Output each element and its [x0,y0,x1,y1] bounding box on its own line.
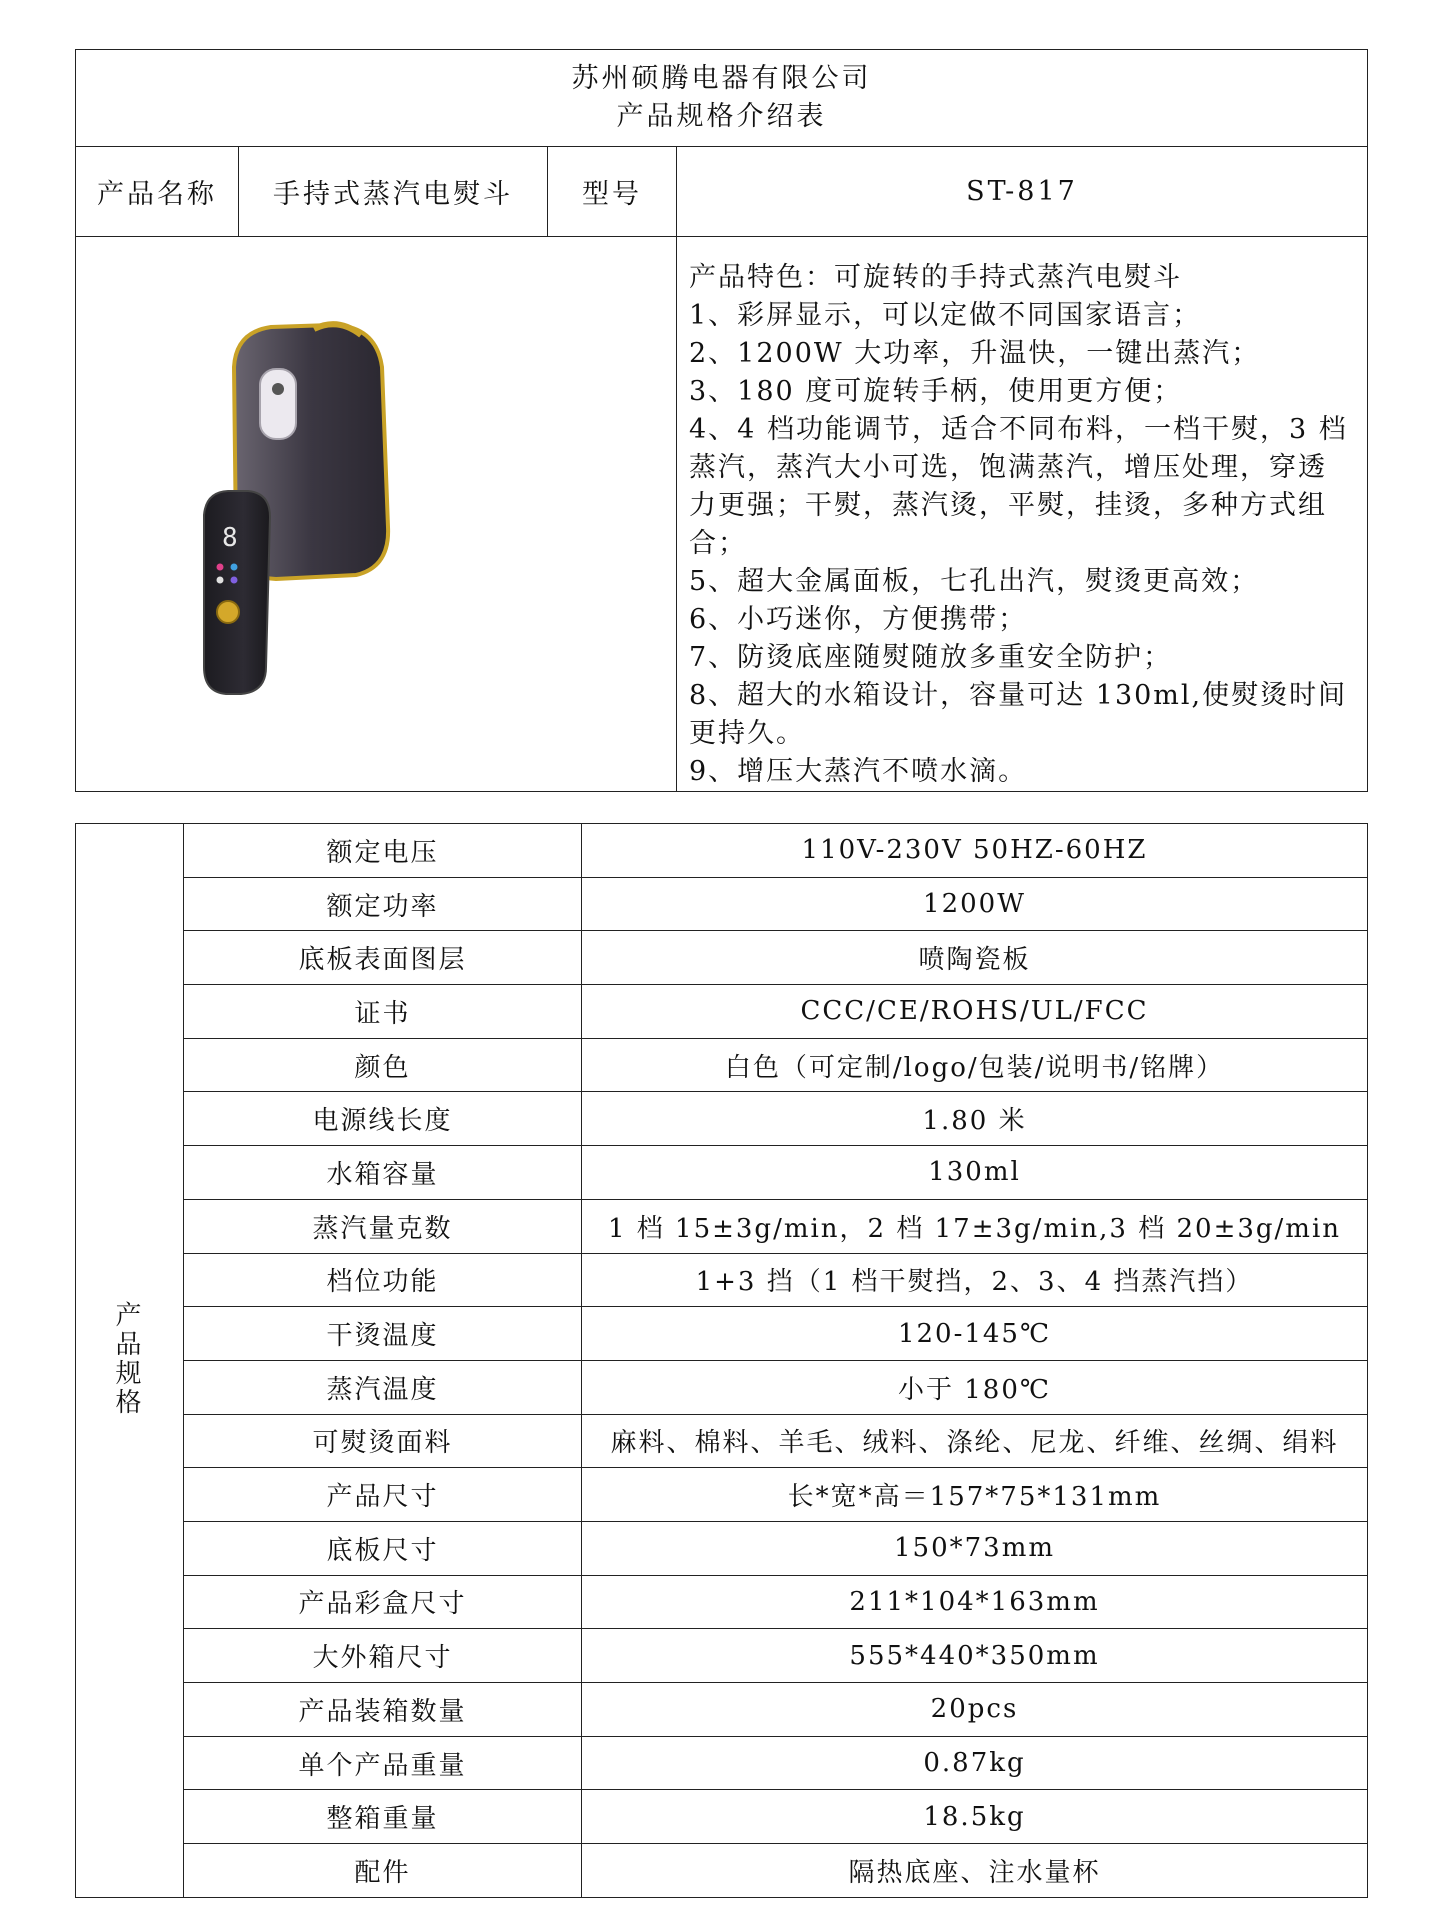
table-row [76,1038,1368,1092]
feature-item: 4、4 档功能调节，适合不同布料，一档干熨，3 档蒸汽，蒸汽大小可选，饱满蒸汽，增压处理，穿透力更强；干熨，蒸汽烫，平熨，挂烫，多种方式组合； [689,414,1348,559]
button-icon [217,577,224,584]
model-label: 型号 [548,147,677,237]
spec-value: 120-145℃ [582,1307,1368,1361]
button-icon [231,564,238,571]
spec-label: 产品彩盒尺寸 [184,1575,582,1629]
feature-item: 3、180 度可旋转手柄，使用更方便； [689,376,1183,407]
spec-label: 产品尺寸 [184,1468,582,1522]
spec-value: 555*440*350mm [582,1629,1368,1683]
power-button-icon [217,601,239,623]
model-value: ST-817 [677,147,1368,237]
feature-item: 1、彩屏显示，可以定做不同国家语言； [689,300,1202,331]
spec-label: 配件 [184,1844,582,1898]
spec-value: 隔热底座、注水量杯 [582,1844,1368,1898]
document-title: 产品规格介绍表 [616,101,827,132]
feature-item: 9、增压大蒸汽不喷水滴。 [689,756,1028,787]
display-digit: 8 [222,523,238,553]
spec-label: 额定电压 [184,824,582,878]
table-row [76,1146,1368,1200]
table-row [76,1683,1368,1737]
spec-value: 长*宽*高＝157*75*131mm [582,1468,1368,1522]
button-icon [217,564,224,571]
spec-label: 产品装箱数量 [184,1683,582,1737]
spec-label: 额定功率 [184,877,582,931]
product-name-label: 产品名称 [76,147,239,237]
spec-label: 电源线长度 [184,1092,582,1146]
spec-value: 1 档 15±3g/min，2 档 17±3g/min,3 档 20±3g/min [582,1199,1368,1253]
table-row [76,931,1368,985]
table-row [76,1199,1368,1253]
table-row [76,1092,1368,1146]
spec-label: 底板表面图层 [184,931,582,985]
table-row [76,1844,1368,1898]
spec-table [75,823,1368,1898]
document-header [76,50,1368,147]
spec-label: 底板尺寸 [184,1521,582,1575]
spec-value: 1+3 挡（1 档干熨挡，2、3、4 挡蒸汽挡） [582,1253,1368,1307]
spec-label: 大外箱尺寸 [184,1629,582,1683]
feature-item: 7、防烫底座随熨随放多重安全防护； [689,642,1173,673]
rear-display [260,369,296,439]
spec-value: 0.87kg [582,1736,1368,1790]
spec-value: 18.5kg [582,1790,1368,1844]
table-row [76,985,1368,1039]
table-row [76,877,1368,931]
table-row [76,1307,1368,1361]
feature-item: 5、超大金属面板，七孔出汽，熨烫更高效； [689,566,1260,597]
spec-label: 整箱重量 [184,1790,582,1844]
spec-label: 档位功能 [184,1253,582,1307]
feature-item: 2、1200W 大功率，升温快，一键出蒸汽； [689,338,1261,369]
spec-label: 水箱容量 [184,1146,582,1200]
spec-label: 蒸汽温度 [184,1360,582,1414]
spec-value: 211*104*163mm [582,1575,1368,1629]
spec-value: 喷陶瓷板 [582,931,1368,985]
features-title: 产品特色：可旋转的手持式蒸汽电熨斗 [689,262,1182,293]
spec-label: 可熨烫面料 [184,1414,582,1468]
table-row [76,1790,1368,1844]
spec-value: 1.80 米 [582,1092,1368,1146]
spec-value: CCC/CE/ROHS/UL/FCC [582,985,1368,1039]
spec-label: 单个产品重量 [184,1736,582,1790]
product-name-value: 手持式蒸汽电熨斗 [239,147,548,237]
spec-value: 130ml [582,1146,1368,1200]
table-row [76,1629,1368,1683]
spec-value: 麻料、棉料、羊毛、绒料、涤纶、尼龙、纤维、丝绸、绢料 [582,1414,1368,1468]
spec-group-label: 产 品 规 格 [76,824,184,1898]
table-row [76,1575,1368,1629]
features-cell [677,237,1368,792]
spec-value: 150*73mm [582,1521,1368,1575]
table-row [76,1253,1368,1307]
spec-label: 干烫温度 [184,1307,582,1361]
spec-label: 蒸汽量克数 [184,1199,582,1253]
table-row [76,1360,1368,1414]
iron-handle [204,491,270,694]
steam-iron-image [76,237,677,784]
spec-value: 白色（可定制/logo/包装/说明书/铭牌） [582,1038,1368,1092]
product-image-cell [76,237,677,792]
spec-label: 颜色 [184,1038,582,1092]
spec-value: 110V-230V 50HZ-60HZ [582,824,1368,878]
spec-label: 证书 [184,985,582,1039]
company-name: 苏州硕腾电器有限公司 [571,63,872,94]
feature-item: 6、小巧迷你，方便携带； [689,604,1028,635]
button-icon [231,577,238,584]
table-row [76,1468,1368,1522]
table-row [76,1414,1368,1468]
feature-item: 8、超大的水箱设计，容量可达 130ml,使熨烫时间更持久。 [689,680,1348,749]
table-row [76,1736,1368,1790]
spec-value: 1200W [582,877,1368,931]
spec-value: 小于 180℃ [582,1360,1368,1414]
table-row [76,1521,1368,1575]
table-row [76,824,1368,878]
spec-value: 20pcs [582,1683,1368,1737]
product-info-table [75,49,1368,792]
